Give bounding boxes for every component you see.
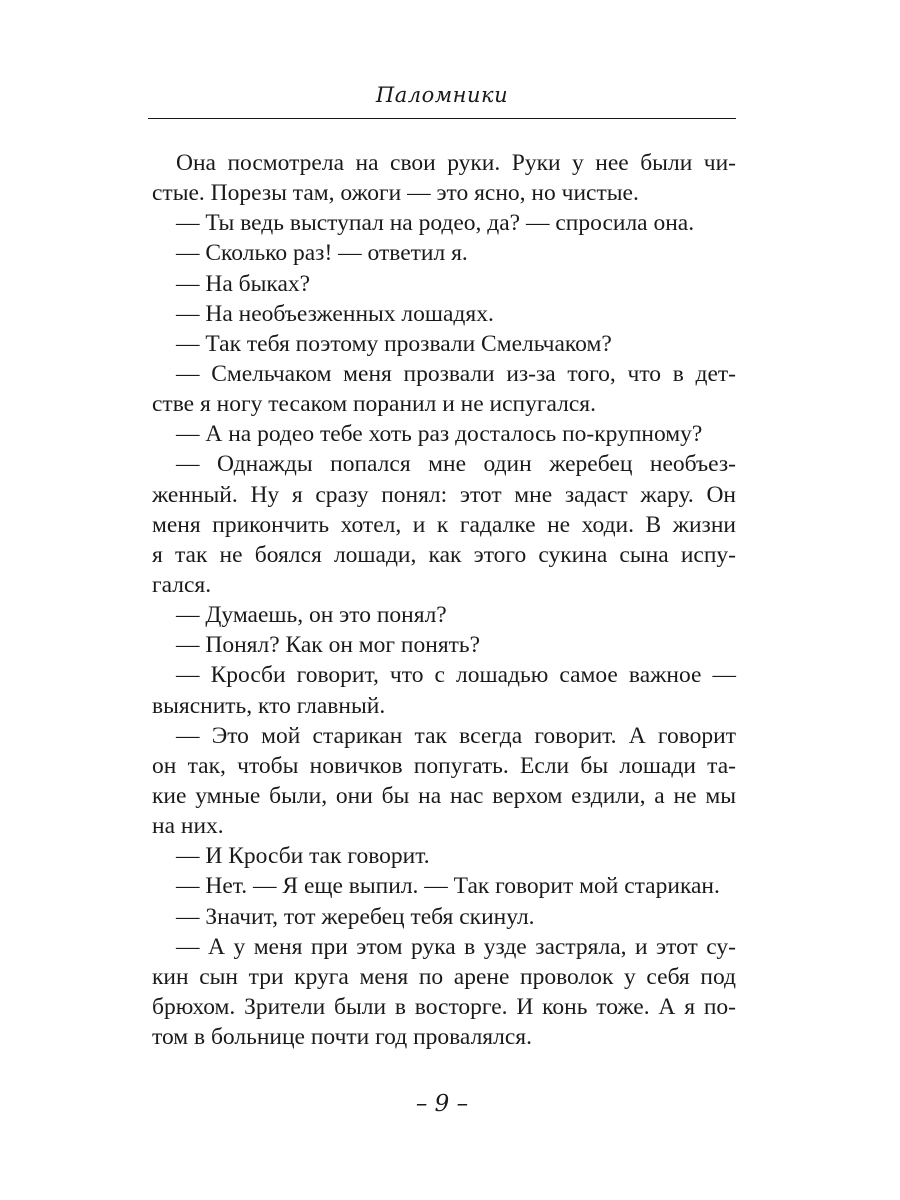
text-line: — Нет. — Я еще выпил. — Так говорит мой старикан. xyxy=(176,873,720,900)
text-line: — Ты ведь выступал на родео, да? — спросила она. xyxy=(176,210,695,237)
text-line: стые. Порезы там, ожоги — это ясно, но чистые. xyxy=(152,180,639,207)
text-line: кие умные были, они бы на нас верхом ездили, а не мы xyxy=(152,782,736,809)
text-line: — А на родео тебе хоть раз досталось по-крупному? xyxy=(176,421,703,448)
text-line: — Это мой старикан так всегда говорит. А говорит xyxy=(176,722,736,749)
text-line: гался. xyxy=(152,571,212,598)
text-line: на них. xyxy=(152,813,224,840)
body-text xyxy=(152,148,736,1052)
text-line: — Так тебя поэтому прозвали Смельчаком? xyxy=(176,330,612,357)
page-number: – 9 – xyxy=(415,1091,469,1117)
text-line: — Понял? Как он мог понять? xyxy=(176,632,481,659)
text-line: женный. Ну я сразу понял: этот мне задаст жару. Он xyxy=(152,481,736,508)
running-title: Паломники xyxy=(375,83,509,107)
text-line: — На необъезженных лошадях. xyxy=(176,300,494,327)
header-rule xyxy=(148,118,736,119)
text-line: — Значит, тот жеребец тебя скинул. xyxy=(176,903,535,930)
text-line: меня прикончить хотел, и к гадалке не ходи. В жизни xyxy=(152,511,736,538)
text-line: — А у меня при этом рука в узде застряла, и этот су- xyxy=(176,933,736,960)
text-line: брюхом. Зрители были в восторге. И конь тоже. А я по- xyxy=(152,993,736,1020)
text-line: он так, чтобы новичков попугать. Если бы лошади та- xyxy=(152,752,736,779)
text-line: — И Кросби так говорит. xyxy=(176,843,430,870)
text-line: — На быках? xyxy=(176,270,311,297)
text-line: стве я ногу тесаком поранил и не испугался. xyxy=(152,391,596,418)
text-line: — Сколько раз! — ответил я. xyxy=(176,240,468,267)
text-line: Она посмотрела на свои руки. Руки у нее были чи- xyxy=(176,150,736,176)
text-line: — Однажды попался мне один жеребец необъез- xyxy=(176,451,736,478)
text-line: — Смельчаком меня прозвали из-за того, что в дет- xyxy=(176,360,736,387)
text-line: — Кросби говорит, что с лошадью самое важное — xyxy=(176,662,736,689)
text-line: — Думаешь, он это понял? xyxy=(176,602,447,629)
text-line: выяснить, кто главный. xyxy=(152,692,386,719)
text-line: том в больнице почти год провалялся. xyxy=(152,1024,532,1051)
text-line: я так не боялся лошади, как этого сукина сына испу- xyxy=(152,541,736,568)
text-line: кин сын три круга меня по арене проволок у себя под xyxy=(152,963,736,990)
